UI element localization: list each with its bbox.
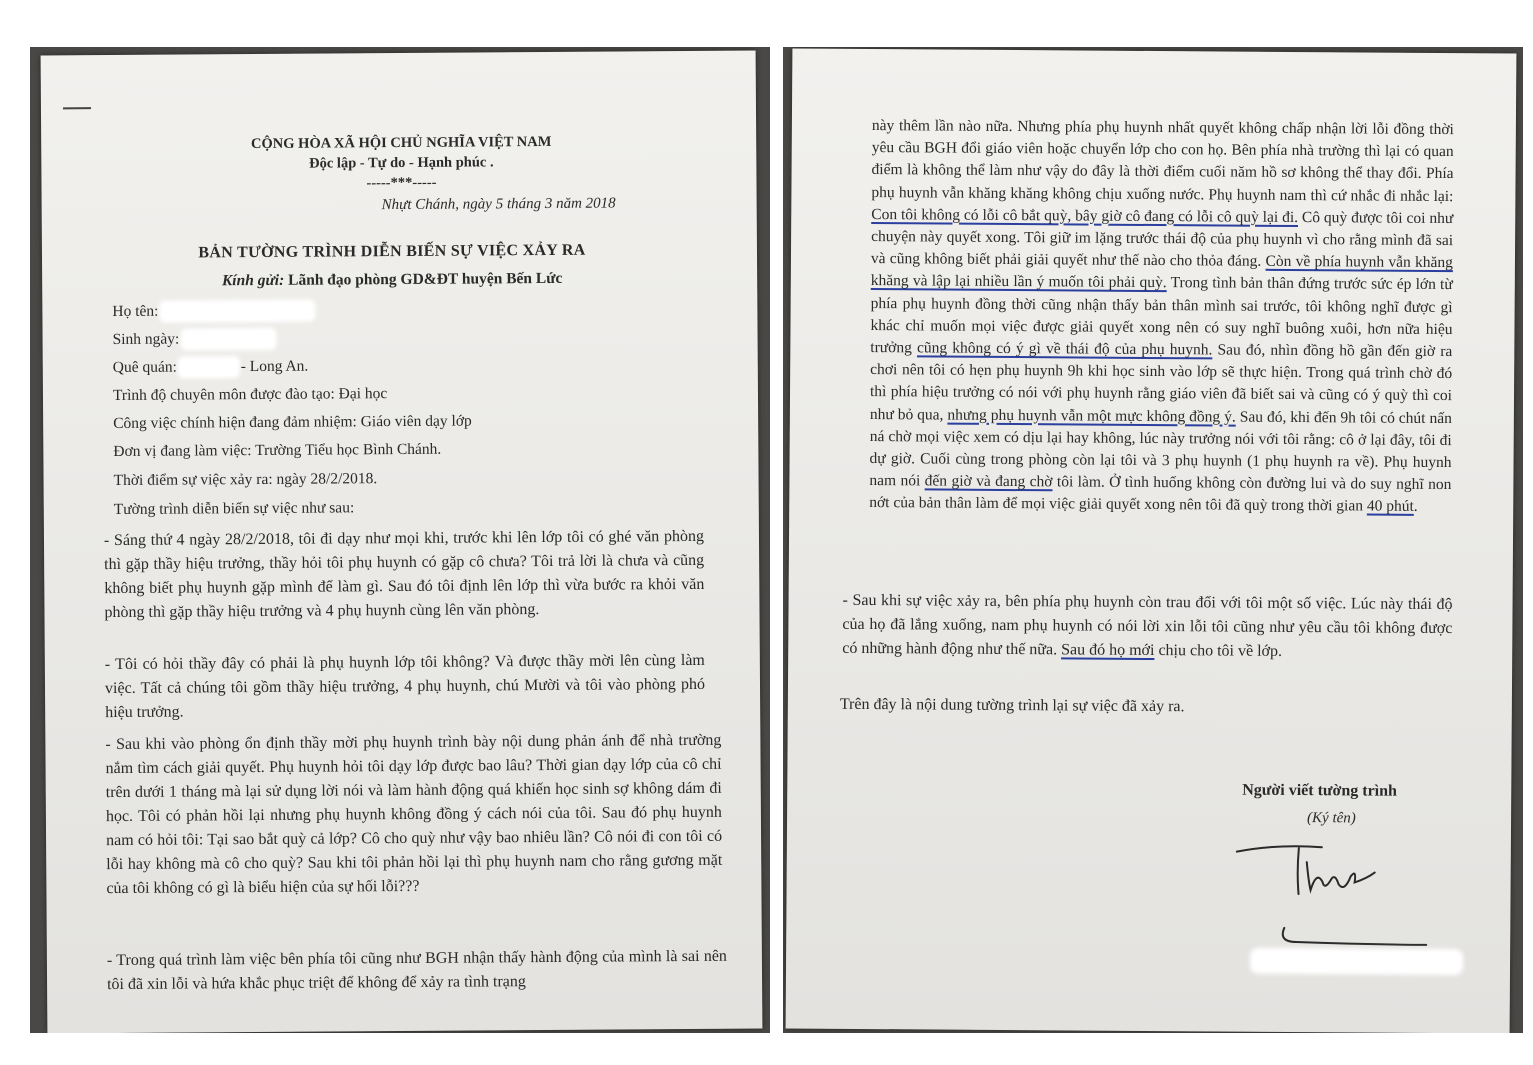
national-header [181, 131, 621, 194]
field-hometown [113, 358, 309, 377]
redaction-hometown [181, 360, 237, 376]
text-segment: Trong tình bản thân đứng trước sức ép lớn từ phía phụ huynh đồng thời cũng nhận thấy bản thân mình sai trước, tôi không nghĩ được gì khác chỉ muốn mọi việc được giải quyết xong nên có suy nghĩ buông xuôi, hơn nữa hiệu trưởng [870, 274, 1453, 357]
text-segment: này thêm lần nào nữa. Nhưng phía phụ huynh nhất quyết không chấp nhận lời lỗi đồng thời yêu cầu BGH đổi giáo viên hoặc chuyển lớp cho con họ. Bên phía nhà trường thì lại có quan điểm là không thể làm như vậy do đây là thời điểm cuối năm hồ sơ không thể thay đổi. Phía phụ huynh vẫn khăng khăng không chịu xuống nước. Phụ huynh nam thì cứ nhắc đi nhắc lại: [871, 117, 1454, 205]
underlined-segment: nhưng phụ huynh vẫn một mực không đồng ý. [947, 406, 1236, 426]
text-segment: - Sau khi sự việc xảy ra, bên phía phụ huynh còn trau đổi với tôi một số việc. Lúc này thái độ của họ đã lắng xuống, nam phụ huynh có nói lời xin lỗi tôi cũng như yêu cầu tôi không được có những hành động như thế nữa. [842, 591, 1453, 659]
paragraph-3: - Sau khi vào phòng ổn định thầy mời phụ huynh trình bày nội dung phản ánh để nhà trường nắm tìm cách giải quyết. Phụ huynh hỏi tôi dạy lớp được bao lâu? Thời gian dạy lớp của cô chỉ trên dưới 1 tháng mà lại sử dụng lời nói và làm hành động quá khiến học sinh sợ không dám đi học. Tôi có phản hồi lại nhưng phụ huynh không đồng ý cách nói của tôi. Sau đó phụ huynh nam có hỏi tôi: Tại sao bắt quỳ cả lớp? Cô cho quỳ như vậy bao nhiêu lần? Cô nói đi con tôi có lỗi hay không mà cô cho quỳ? Sau khi tôi phản hồi lại thì phụ huynh nam cho rằng gương mặt của tôi không có gì là biểu hiện của sự hối lỗi??? [105, 731, 723, 898]
document-title: BẢN TƯỜNG TRÌNH DIỄN BIẾN SỰ VIỆC XẢY RA [198, 241, 586, 262]
redaction-name [162, 303, 312, 320]
field-workplace: Đơn vị đang làm việc: Trường Tiểu học Bình Chánh. [113, 440, 442, 461]
place-date: Nhựt Chánh, ngày 5 tháng 3 năm 2018 [381, 195, 616, 214]
text-segment: Sau đó, khi đến 9h tôi có chút nấn ná chờ mọi việc xem có dịu lại hay không, lúc này trưởng nói với tôi rằng: cô ở lại đây, tôi đi dự giờ. Cuối cùng trong phòng còn lại tôi và 3 phụ huynh (1 phụ huynh ra về). Phụ huynh nam nói [869, 408, 1452, 490]
header-line-2: Độc lập - Tự do - Hạnh phúc . [309, 154, 494, 172]
text-segment: . [1413, 498, 1418, 516]
field-hometown-label: Quê quán: [112, 358, 177, 377]
pen-mark [63, 107, 91, 109]
field-name [112, 302, 312, 321]
underlined-segment: đến giờ và đang chờ [924, 472, 1053, 491]
text-segment: Cô quỳ được tôi coi như chuyện này quyết xong. Tôi giữ im lặng trước thái độ của phụ huynh vì cho rằng mình đã sai và cũng không biết phải giải quyết như thế nào cho thỏa đáng. [870, 208, 1454, 271]
paper-page-1 [41, 51, 763, 1033]
field-intro: Tường trình diễn biến sự việc như sau: [113, 499, 355, 519]
paragraph-1: - Sáng thứ 4 ngày 28/2/2018, tôi đi dạy như mọi khi, trước khi lên lớp tôi có ghé văn phòng thì gặp thầy hiệu trưởng, thầy hỏi tôi phụ huynh có gặp cô chưa? Tôi trả lời là chưa và cũng không biết phụ huynh gặp mình để làm gì. Sau đó tôi định lên lớp thì vừa bước ra khỏi văn phòng thì gặp thầy hiệu trưởng và 4 phụ huynh cùng lên văn phòng. [103, 527, 705, 622]
field-job: Công việc chính hiện đang đảm nhiệm: Giáo viên dạy lớp [113, 412, 472, 433]
field-dob-label: Sinh ngày: [112, 330, 180, 349]
photo-page-1 [30, 47, 770, 1033]
field-incident-time: Thời điểm sự việc xảy ra: ngày 28/2/2018. [113, 470, 378, 490]
text-segment: chịu cho tôi về lớp. [1154, 642, 1283, 660]
text-segment: Sau đó, nhìn đồng hồ gần đến giờ ra chơi nên tôi có hẹn phụ huynh 9h khi học sinh vào lớp sẽ thực hiện. Trong quá trình chờ đó thì phía hiệu trưởng có nói với phụ huynh rằng giáo viên đã biết sai và cũng có ý quỳ thì coi như bỏ qua, [869, 341, 1453, 424]
paper-page-2 [786, 48, 1517, 1033]
header-line-3: -----***----- [366, 174, 437, 192]
signature-subtitle: (Ký tên) [1307, 810, 1356, 827]
document-recipient [152, 269, 632, 290]
paragraph-4: - Trong quá trình làm việc bên phía tôi cũng như BGH nhận thấy hành động của mình là sai nên tôi đã xin lỗi và hứa khắc phục triệt để không để xảy ra tình trạng [106, 947, 727, 994]
paragraph-continued [869, 115, 1454, 519]
field-education: Trình độ chuyên môn được đào tạo: Đại học [112, 385, 388, 405]
signature-title: Người viết tường trình [1242, 781, 1398, 800]
header-line-1: CỘNG HÒA XÃ HỘI CHỦ NGHĨA VIỆT NAM [250, 133, 552, 153]
underlined-segment: 40 phút [1366, 497, 1414, 516]
field-hometown-value: - Long An. [240, 357, 309, 376]
text-segment: tôi làm. Ở tình huống không còn đường lui và do suy nghĩ non nớt của bản thân làm để mọi việc giải quyết xong nên tôi đã quỳ trong thời gian [869, 473, 1452, 515]
field-name-label: Họ tên: [112, 302, 159, 321]
paragraph-2: - Tôi có hỏi thầy đây có phải là phụ huynh lớp tôi không? Và được thầy mời lên cùng làm việc. Tất cả chúng tôi gồm thầy hiệu trưởng, 4 phụ huynh, chú Mười và tôi vào phòng phó hiệu trưởng. [104, 651, 706, 722]
underlined-segment: Con tôi không có lỗi cô bắt quỳ, bây giờ cô đang có lỗi cô quỳ lại đi. [871, 205, 1299, 226]
photo-page-2 [783, 47, 1523, 1033]
handwritten-signature [1226, 832, 1447, 954]
redaction-signer-name [1254, 952, 1459, 971]
recipient-label: Kính gửi: [221, 271, 285, 290]
underlined-segment: Còn về phía huynh vẫn khăng khăng và lập lại nhiều lần ý muốn tôi phải quỳ. [870, 253, 1454, 292]
field-dob [113, 330, 274, 349]
recipient-value: Lãnh đạo phòng GD&ĐT huyện Bến Lức [288, 269, 563, 289]
paragraph-after [842, 589, 1452, 665]
redaction-dob [183, 331, 273, 348]
closing-sentence: Trên đây là nội dung tường trình lại sự việc đã xảy ra. [839, 695, 1185, 716]
underlined-segment: Sau đó họ mới [1061, 641, 1155, 660]
underlined-segment: cũng không có ý gì về thái độ của phụ huynh. [916, 339, 1213, 359]
